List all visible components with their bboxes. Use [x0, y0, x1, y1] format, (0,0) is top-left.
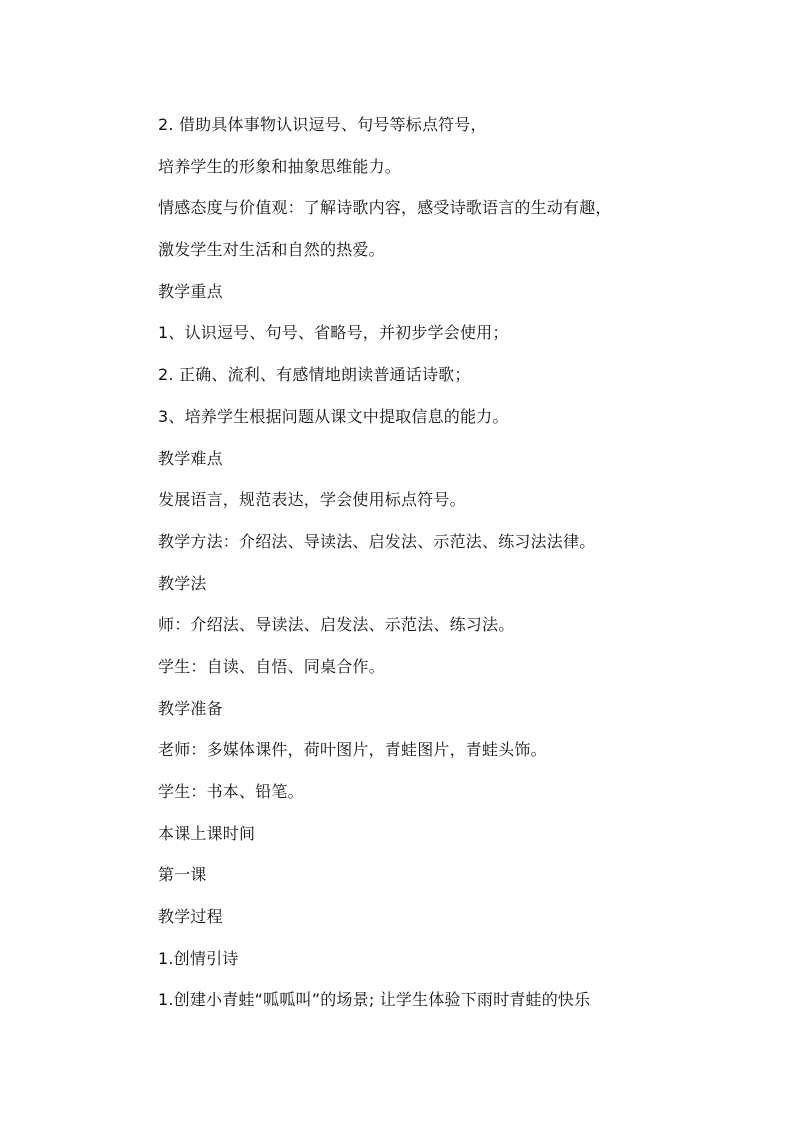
document-body [158, 104, 718, 1021]
student-methods-line: 学生：自读、自悟、同桌合作。 [158, 656, 385, 676]
section-heading-methods: 教学法 [158, 573, 207, 593]
key-point-item: 2. 正确、流利、有感情地朗读普通话诗歌； [158, 365, 471, 385]
section-heading-process: 教学过程 [158, 907, 223, 927]
student-preparation-line: 学生：书本、铅笔。 [158, 782, 304, 801]
emotion-values-line: 情感态度与价值观：了解诗歌内容，感受诗歌语言的生动有趣， [158, 198, 612, 218]
teaching-methods-line: 教学方法：介绍法、导读法、启发法、示范法、练习法法律。 [158, 531, 596, 551]
difficulty-text: 发展语言，规范表达，学会使用标点符号。 [158, 490, 466, 510]
section-heading-preparation: 教学准备 [158, 698, 223, 718]
emotion-values-line-continued: 激发学生对生活和自然的热爱。 [158, 240, 385, 260]
class-time-line: 本课上课时间 [158, 823, 256, 843]
section-heading-key-points: 教学重点 [158, 281, 223, 301]
process-step-text: 1.创建小青蛙“呱呱叫”的场景; 让学生体验下雨时青蛙的快乐 [158, 990, 591, 1010]
objective-line: 2. 借助具体事物认识逗号、句号等标点符号， [158, 115, 487, 134]
objective-line-continued: 培养学生的形象和抽象思维能力。 [158, 156, 402, 176]
lesson-number-line: 第一课 [158, 865, 207, 885]
process-step-heading: 1.创情引诗 [158, 948, 239, 968]
teacher-preparation-line: 老师：多媒体课件，荷叶图片，青蛙图片，青蛙头饰。 [158, 740, 547, 760]
key-point-item: 3、培养学生根据问题从课文中提取信息的能力。 [158, 406, 509, 426]
key-point-item: 1、认识逗号、句号、省略号，并初步学会使用； [158, 323, 509, 343]
section-heading-difficulties: 教学难点 [158, 448, 223, 468]
teacher-methods-line: 师：介绍法、导读法、启发法、示范法、练习法。 [158, 615, 515, 635]
